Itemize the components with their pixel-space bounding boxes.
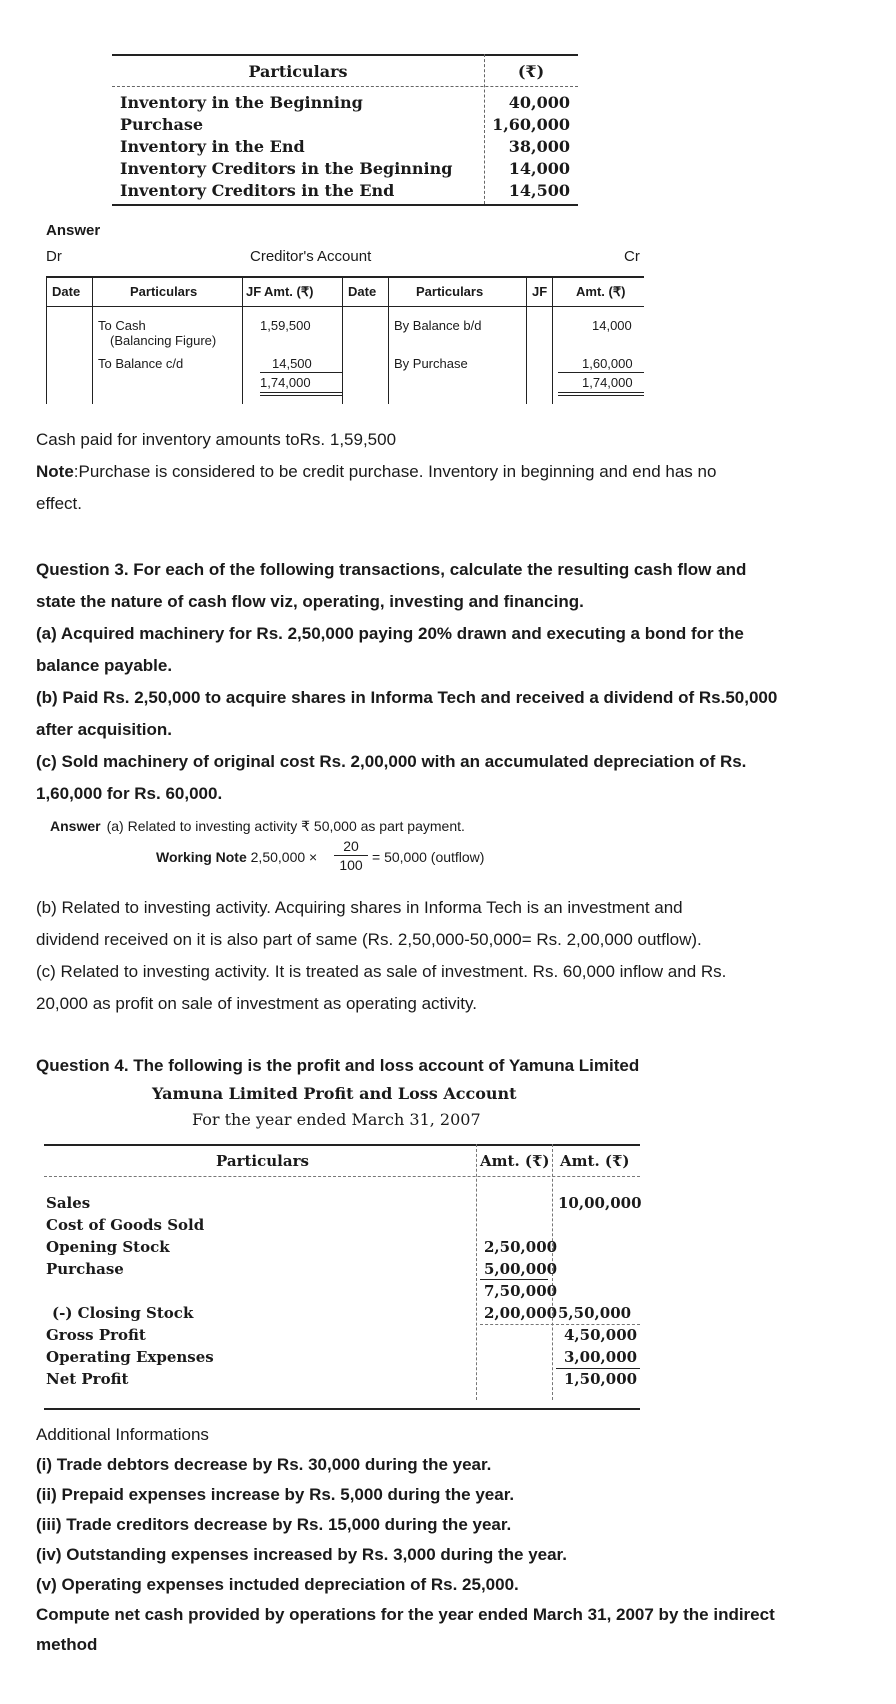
dr-label: Dr [46, 248, 62, 265]
working-note-label: Working Note [156, 849, 247, 865]
debit-total: 1,74,000 [260, 375, 311, 390]
note-label: Note [36, 462, 74, 481]
note-text: :Purchase is considered to be credit purchase. Inventory in beginning and end has no [73, 462, 717, 481]
row-particulars: Inventory in the Beginning [120, 93, 363, 112]
rule [388, 276, 389, 404]
question-line: (a) Acquired machinery for Rs. 2,50,000 paying 20% drawn and executing a bond for the [36, 624, 744, 643]
row-amount: 38,000 [508, 137, 570, 156]
row-amount: 14,500 [508, 181, 570, 200]
total-rule [558, 392, 644, 393]
rule [46, 276, 47, 404]
additional-heading: Additional Informations [36, 1425, 209, 1444]
working-note [156, 849, 317, 865]
final-question-line: Compute net cash provided by operations for the year ended March 31, 2007 by the indirect [36, 1605, 775, 1624]
row-amount: 1,50,000 [564, 1370, 638, 1388]
rule [556, 1368, 640, 1369]
debit-note: (Balancing Figure) [110, 333, 217, 348]
col-header: Particulars [416, 284, 484, 299]
row-amount: 1,60,000 [492, 115, 570, 134]
table-row [112, 158, 578, 180]
debit-amount: 14,500 [272, 356, 312, 371]
answer-line: (b) Related to investing activity. Acquiring shares in Informa Tech is an investment and [36, 898, 683, 917]
table-bottom-rule [112, 204, 578, 206]
list-item: (v) Operating expenses inctuded depreciation of Rs. 25,000. [36, 1575, 519, 1594]
fraction-denominator: 100 [339, 857, 363, 873]
rule [342, 276, 343, 404]
credit-amount: 14,000 [592, 318, 632, 333]
total-rule [558, 372, 644, 373]
col-header: Amt. (₹) [576, 284, 626, 299]
debit-amount: 1,59,500 [260, 318, 311, 333]
table-row [112, 136, 578, 158]
question-4-intro: Question 4. The following is the profit and loss account of Yamuna Limited [36, 1056, 640, 1075]
row-label: Sales [46, 1194, 91, 1212]
total-rule [260, 392, 342, 393]
row-amount: 3,00,000 [564, 1348, 638, 1366]
answer-3-a [50, 818, 465, 835]
question-3 [36, 554, 777, 810]
rule [242, 276, 243, 404]
cash-paid-text: Cash paid for inventory amounts toRs. 1,59,500 [36, 430, 397, 449]
row-label: Purchase [46, 1260, 124, 1278]
row-particulars: Inventory in the End [120, 137, 305, 156]
list-item: (ii) Prepaid expenses increase by Rs. 5,000 during the year. [36, 1485, 515, 1504]
final-question-line: method [36, 1635, 98, 1654]
rule [46, 306, 644, 307]
rule [526, 276, 527, 404]
rule [44, 1408, 640, 1410]
fraction-numerator: 20 [343, 838, 359, 854]
row-label: Net Profit [46, 1370, 129, 1388]
answer-a-text: (a) Related to investing activity ₹ 50,000 as part payment. [106, 818, 465, 834]
answer-3-b [36, 892, 726, 1020]
rule [44, 1176, 640, 1177]
rule [552, 276, 553, 404]
account-title: Creditor's Account [250, 248, 372, 265]
answer-line: (c) Related to investing activity. It is treated as sale of investment. Rs. 60,000 inflow and Rs. [36, 962, 727, 981]
profit-loss-table [44, 1144, 640, 1414]
row-particulars: Inventory Creditors in the End [120, 181, 395, 200]
row-particulars: Purchase [120, 115, 204, 134]
debit-particulars: To Balance c/d [98, 356, 184, 371]
question-line: state the nature of cash flow viz, operating, investing and financing. [36, 592, 584, 611]
working-note-rhs: = 50,000 (outflow) [372, 849, 485, 865]
answer-line: 20,000 as profit on sale of investment as operating activity. [36, 994, 477, 1013]
table-row [112, 92, 578, 114]
row-label: Cost of Goods Sold [46, 1216, 205, 1234]
row-label: (-) Closing Stock [52, 1304, 194, 1322]
pl-subtitle: For the year ended March 31, 2007 [192, 1110, 481, 1129]
question-line: (c) Sold machinery of original cost Rs. 2,00,000 with an accumulated depreciation of Rs. [36, 752, 747, 771]
header-amt-2: Amt. (₹) [560, 1152, 630, 1170]
note-line [36, 456, 716, 488]
answer-label: Answer [46, 222, 101, 239]
rule [44, 1144, 640, 1146]
fraction-bar [334, 855, 368, 856]
row-label: Gross Profit [46, 1326, 146, 1344]
credit-total: 1,74,000 [582, 375, 633, 390]
answer-label: Answer [50, 818, 101, 834]
rule [480, 1324, 640, 1325]
creditors-account-table [46, 276, 644, 404]
pl-title: Yamuna Limited Profit and Loss Account [152, 1084, 517, 1103]
working-note-lhs: 2,50,000 × [250, 849, 318, 865]
debit-particulars: To Cash [98, 318, 146, 333]
total-rule [260, 372, 342, 373]
header-amt-1: Amt. (₹) [480, 1152, 550, 1170]
col-header: Date [348, 284, 377, 299]
row-amount: 5,50,000 [558, 1304, 632, 1322]
col-header: JF [246, 284, 262, 299]
total-rule [260, 395, 342, 396]
table-row [112, 114, 578, 136]
row-label: Opening Stock [46, 1238, 170, 1256]
question-line: (b) Paid Rs. 2,50,000 to acquire shares in Informa Tech and received a dividend of Rs.50,000 [36, 688, 778, 707]
col-header: Date [52, 284, 81, 299]
header-particulars: Particulars [248, 62, 348, 81]
cr-label: Cr [624, 248, 640, 265]
header-amount: (₹) [517, 62, 545, 81]
note-line-2: effect. [36, 494, 82, 513]
list-item: (iv) Outstanding expenses increased by Rs. 3,000 during the year. [36, 1545, 567, 1564]
row-amount: 7,50,000 [484, 1282, 558, 1300]
table-header [112, 54, 578, 87]
row-amount: 2,00,000 [484, 1304, 558, 1322]
row-particulars: Inventory Creditors in the Beginning [120, 159, 453, 178]
header-particulars: Particulars [216, 1152, 309, 1170]
row-amount: 10,00,000 [558, 1194, 642, 1212]
fraction [334, 838, 368, 873]
credit-amount: 1,60,000 [582, 356, 633, 371]
rule [480, 1279, 548, 1280]
col-header: JF [532, 284, 548, 299]
row-amount: 40,000 [508, 93, 570, 112]
question-line: balance payable. [36, 656, 173, 675]
list-item: (iii) Trade creditors decrease by Rs. 15,000 during the year. [36, 1515, 512, 1534]
answer-line: dividend received on it is also part of same (Rs. 2,50,000-50,000= Rs. 2,00,000 outflow). [36, 930, 702, 949]
additional-info [36, 1420, 775, 1660]
rule [46, 276, 644, 278]
question-line: after acquisition. [36, 720, 173, 739]
credit-particulars: By Balance b/d [394, 318, 482, 333]
row-amount: 5,00,000 [484, 1260, 558, 1278]
question-line: 1,60,000 for Rs. 60,000. [36, 784, 223, 803]
col-header: Particulars [130, 284, 198, 299]
row-amount: 4,50,000 [564, 1326, 638, 1344]
total-rule [558, 395, 644, 396]
question-line: Question 3. For each of the following transactions, calculate the resulting cash flow and [36, 560, 747, 579]
row-amount: 2,50,000 [484, 1238, 558, 1256]
col-header: Amt. (₹) [264, 284, 314, 299]
row-label: Operating Expenses [46, 1348, 214, 1366]
credit-particulars: By Purchase [394, 356, 468, 371]
column-divider [476, 1144, 477, 1400]
table-row [112, 180, 578, 202]
list-item: (i) Trade debtors decrease by Rs. 30,000 during the year. [36, 1455, 492, 1474]
row-amount: 14,000 [508, 159, 570, 178]
rule [92, 276, 93, 404]
